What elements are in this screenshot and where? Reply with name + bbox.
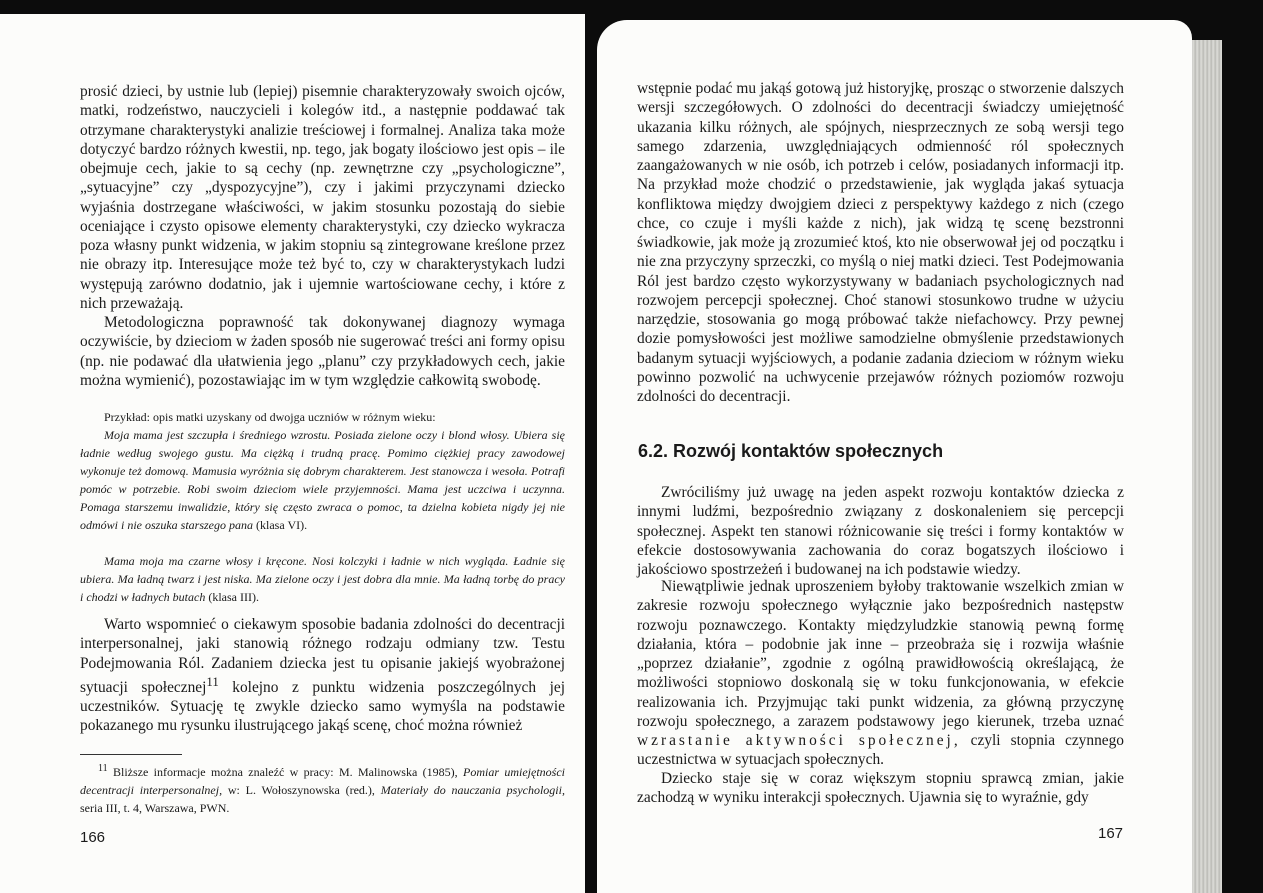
right-paragraph-4: Dziecko staje się w coraz większym stopniu sprawcą zmian, jakie zachodzą w wyniku interakcji społecznych. Ujawnia się to wyraźnie, gdy	[637, 770, 1124, 807]
left-paragraph-3-start: Warto wspomnieć o ciekawym sposobie badania zdolności do decentracji interpersonalnej, jaki stanowią różnego rodzaju odmiany tzw. Testu Podejmowania Ról. Zadaniem dziecka jest tu opisanie jakiejś wyobrażonej sytuacji społecznej	[80, 616, 565, 696]
example-1-text: Moja mama jest szczupła i średniego wzrostu. Posiada zielone oczy i blond włosy. Ubiera się ładnie według swojego gustu. Ma ciężką i trudną pracę. Pomimo ciężkiej pracy zawodowej wykonuje też domową. Mamusia wyróżnia się dobrym charakterem. Jest stanowcza i wesoła. Potrafi pomóc w potrzebie. Robi swoim dzieciom wiele przyjemności. Mama jest uczciwa i uczynna. Pomaga starszemu inwalidzie, który się często zwraca o pomoc, ta dzielna kobieta nigdy jej nie odmówi i nie oszuka starszego pana	[80, 428, 565, 532]
right-paragraph-3	[637, 577, 1124, 770]
right-page	[597, 20, 1192, 893]
footnote-text-2: w: L. Wołoszynowska (red.),	[222, 783, 381, 797]
example-2	[80, 552, 565, 606]
right-paragraph-3-start: Niewątpliwie jednak uproszeniem byłoby traktowanie wszelkich zmian w zakresie rozwoju społecznego wyłącznie jako bezpośrednich następstw rozwoju poznawczego. Kontakty międzyludzkie stanowią pewną formę działania, która – podobnie jak inne – przeobraża się i rozwija właśnie „poprzez działanie”, zgodnie z ogólną prawidłowością określającą, że możliwości stopniowo doskonalą się w toku funkcjonowania, w efekcie realizowania ich. Przyjmując taki punkt widzenia, za główną przyczynę rozwoju społecznego, a zarazem podstawowy jego kierunek, trzeba uznać	[637, 578, 1124, 730]
emphasized-phrase: wzrastanie aktywności społecznej,	[637, 732, 961, 749]
footnote-title-1: Pomiar umiejętności decentracji interpersonalnej,	[80, 765, 565, 797]
footnote-title-2: Materiały do nauczania psychologii,	[380, 783, 565, 797]
left-paragraph-3-end: kolejno z punktu widzenia poszczególnych jej uczestników. Sytuację tę zwykle dziecko samo wymyśla na podstawie pokazanego mu rysunku ilustrującego jakąś scenę, choć można również	[80, 678, 565, 735]
example-2-text: Mama moja ma czarne włosy i kręcone. Nosi kolczyki i ładnie w nich wygląda. Ładnie się ubiera. Ma ładną twarz i jest niska. Ma zielone oczy i jest dobra dla mnie. Ma ładną torbę do pracy i chodzi w ładnych butach	[80, 554, 565, 604]
page-edges	[1192, 40, 1222, 893]
left-page-number: 166	[80, 829, 106, 846]
right-paragraph-2: Zwróciliśmy już uwagę na jeden aspekt rozwoju kontaktów dziecka z innymi ludźmi, bezpośrednio związany z doskonaleniem się percepcji społecznej. Aspekt ten stanowi różnicowanie się treści i formy kontaktów w efekcie dostosowywania zachowania do coraz bogatszych ilościowo i jakościowo spostrzeżeń i budowanej na ich podstawie wiedzy.	[637, 484, 1124, 578]
example-1-class: (klasa VI).	[256, 518, 308, 532]
footnote	[80, 760, 565, 817]
footnote-rule	[80, 754, 182, 755]
left-paragraph-1: prosić dzieci, by ustnie lub (lepiej) pisemnie charakteryzowały swoich ojców, matki, rodzeństwo, nauczycieli i kolegów itd., a następnie poddawać tak otrzymane charakterystyki analizie treściowej i formalnej. Analiza taka może dotyczyć bardzo różnych kwestii, np. tego, jak bogaty ilościowo jest opis – ile obejmuje cech, jakie to są cechy (np. zewnętrzne czy „psychologiczne”, „sytuacyjne” czy „dyspozycyjne”), czy i jakimi przyczynami dziecko wyjaśnia dostrzegane właściwości, w jakim stosunku pozostają do siebie oceniające i czysto opisowe elementy charakterystyki, czy dziecko wykracza poza własny punkt widzenia, w jakim stopniu są zintegrowane kreślone przez nie obrazy itp. Interesujące może też być to, czy w charakterystykach ludzi występują zarówno dodatnio, jak i ujemnie wartościowane cechy, i które z nich przeważają.	[80, 83, 565, 312]
left-page	[0, 14, 585, 893]
example-1	[80, 426, 565, 534]
example-intro: Przykład: opis matki uzyskany od dwojga uczniów w różnym wieku:	[104, 410, 436, 424]
footnote-number: 11	[98, 763, 108, 774]
section-heading: 6.2. Rozwój kontaktów społecznych	[638, 441, 944, 461]
example-2-class: (klasa III).	[208, 590, 259, 604]
right-paragraph-3-end: czyli stopnia czynnego uczestnictwa w sytuacjach społecznych.	[637, 732, 1124, 769]
footnote-text-3: seria III, t. 4, Warszawa, PWN.	[80, 801, 230, 815]
left-paragraph-2: Metodologiczna poprawność tak dokonywanej diagnozy wymaga oczywiście, by dzieciom w żaden sposób nie sugerować treści ani formy opisu (np. nie podawać dla ułatwienia jego „planu” czy przykładowych cech, jakie można wymienić), pozostawiając im w tym względzie całkowitą swobodę.	[80, 314, 565, 389]
right-page-number: 167	[1098, 825, 1124, 842]
left-paragraph-3	[80, 615, 565, 736]
footnote-text-1: Bliższe informacje można znaleźć w pracy: M. Malinowska (1985),	[107, 765, 463, 779]
footnote-reference: 11	[206, 674, 219, 689]
right-paragraph-1: wstępnie podać mu jakąś gotową już historyjkę, prosząc o stworzenie dalszych wersji szczegółowych. O zdolności do decentracji świadczy umiejętność ukazania kilku różnych, ale spójnych, niesprzecznych ze sobą wersji tego samego zdarzenia, uwzględniających odmienność ról społecznych zaangażowanych w nie osób, ich potrzeb i celów, posiadanych informacji itp. Na przykład może chodzić o przedstawienie, jak wygląda jakaś sytuacja konfliktowa między dwojgiem dzieci z perspektywy każdego z nich (czego chce, co czuje i myśli każde z nich), jak widzą tę scenę bezstronni świadkowie, jak może ją zrozumieć ktoś, kto nie obserwował jej od początku i nie zna przyczyny sprzeczki, co myślą o niej matki dzieci. Test Podejmowania Ról jest bardzo często wykorzystywany w badaniach psychologicznych nad rozwojem percepcji społecznej. Choć stanowi stosunkowo trudne w użyciu narzędzie, stosowania go mogą próbować także niefachowcy. Przy pewnej dozie pomysłowości jest możliwe samodzielne obmyślenie przedstawionych badanym sytuacji wyjściowych, a podanie zadania dzieciom w różnym wieku powinno pozwolić na uchwycenie przejawów różnych poziomów rozwoju zdolności do decentracji.	[637, 80, 1124, 405]
